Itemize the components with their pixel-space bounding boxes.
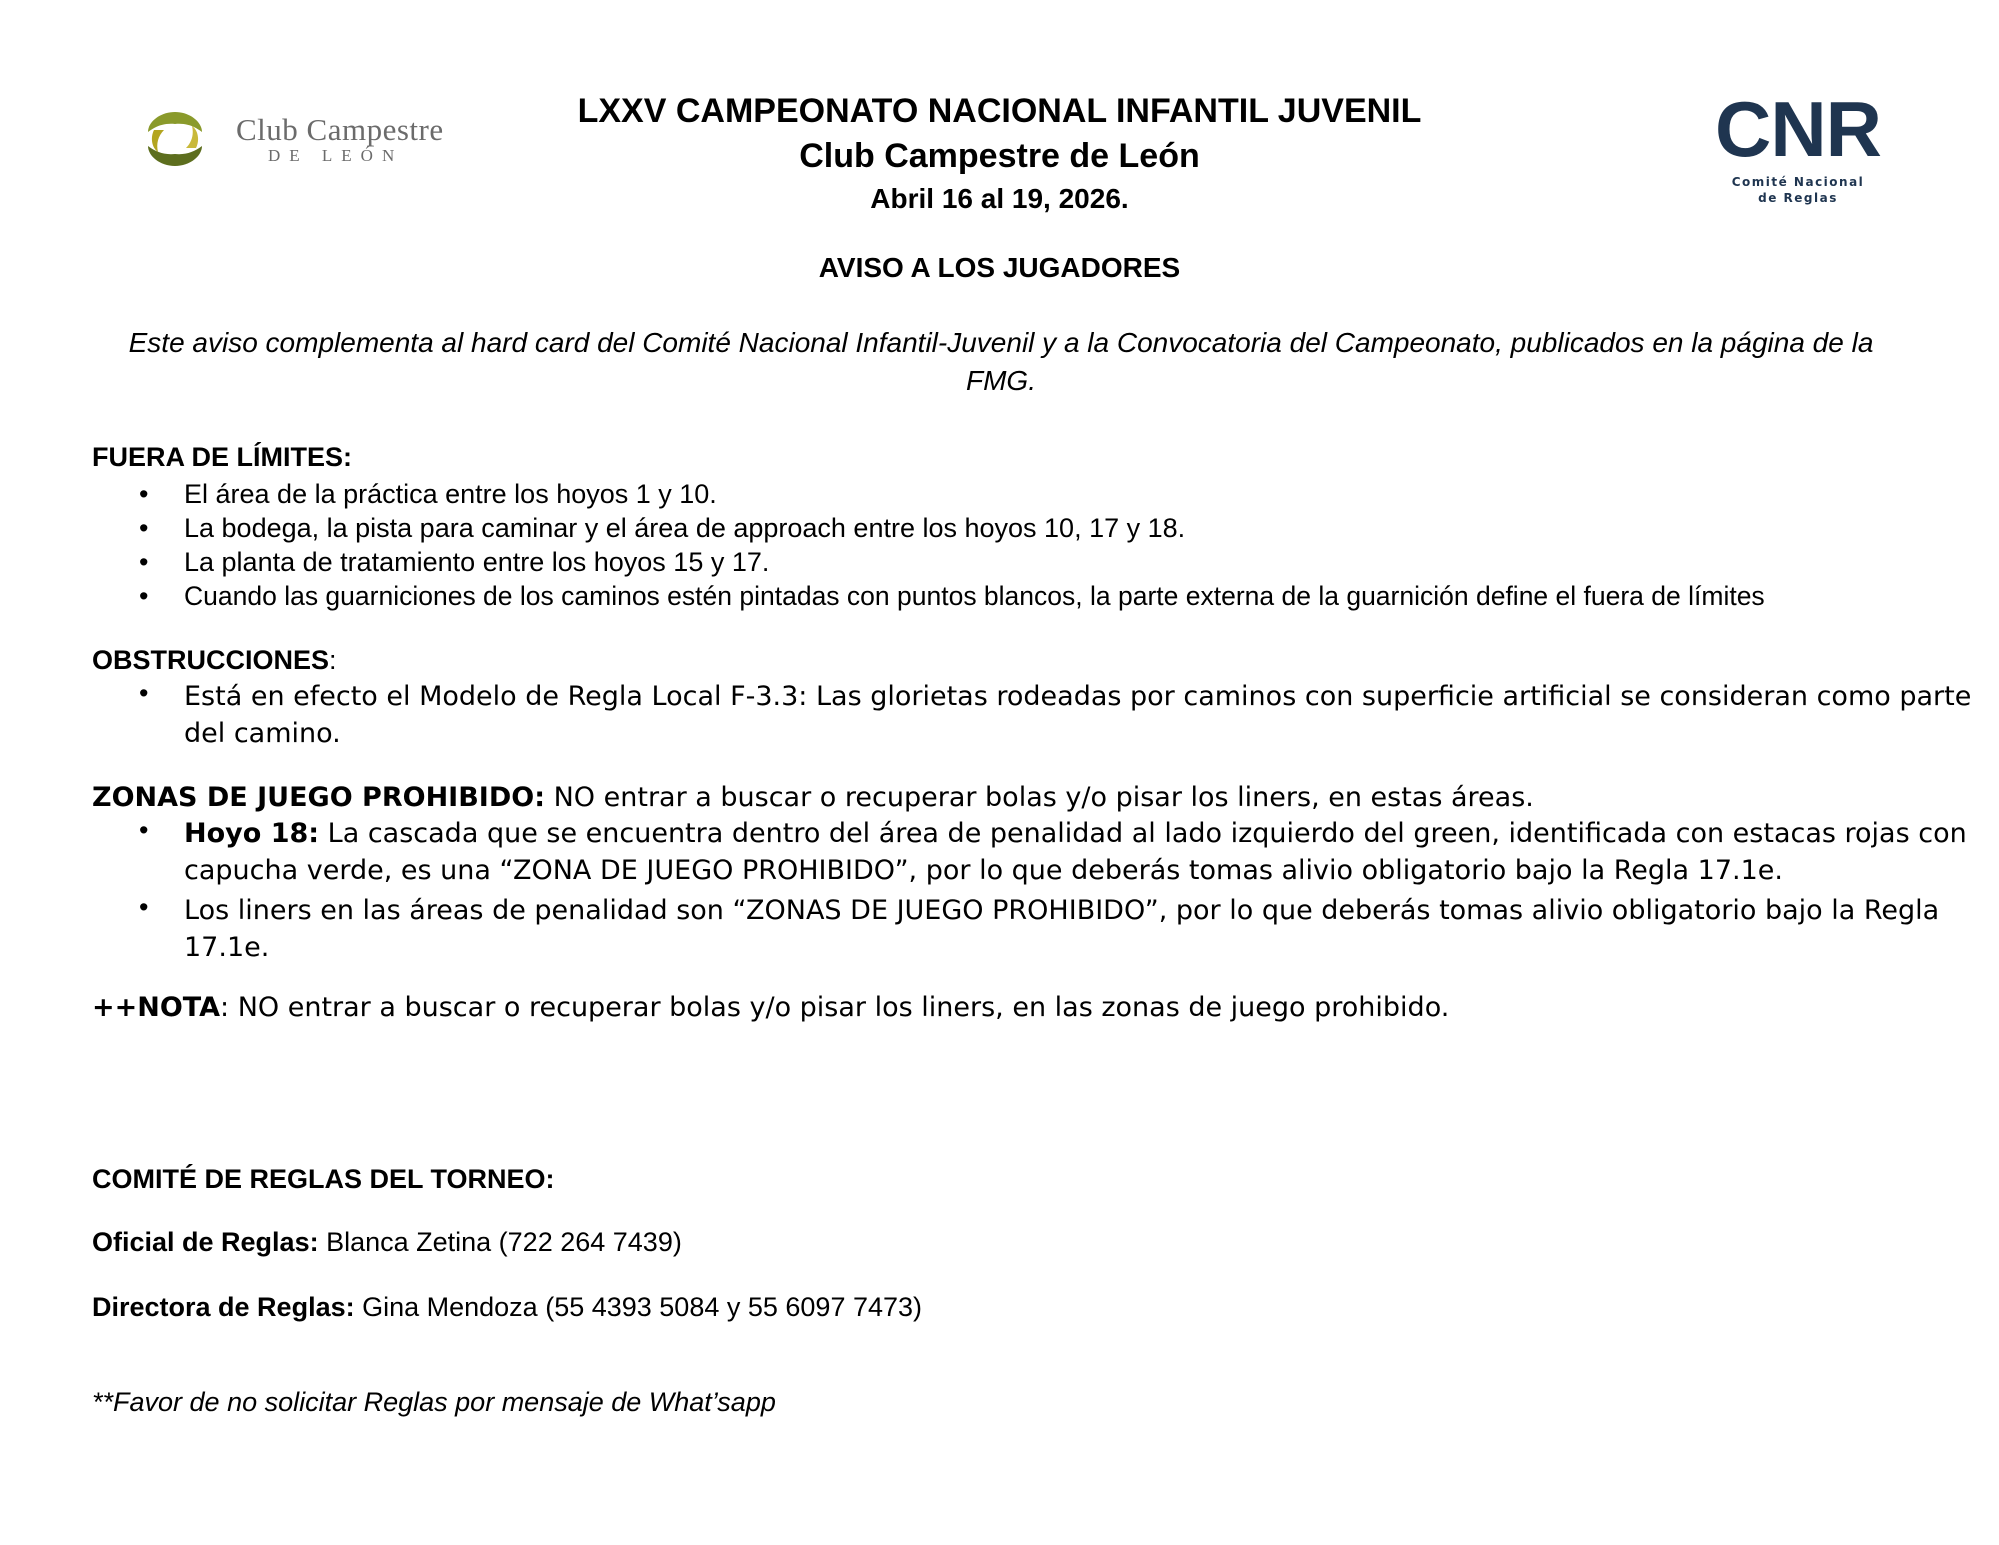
obstructions-item-line2: del camino. <box>184 718 341 749</box>
club-logo-name: Club Campestre <box>236 112 444 147</box>
rules-director-label: Directora de Reglas: <box>92 1292 355 1322</box>
bullet-icon: • <box>139 678 149 708</box>
rules-director-line <box>92 1292 922 1323</box>
no-play-item1-line1 <box>184 815 1967 852</box>
rules-official-line <box>92 1227 682 1258</box>
cnr-logo-sub-line2: de Reglas <box>1758 191 1838 205</box>
notice-heading: AVISO A LOS JUGADORES <box>818 252 1181 283</box>
no-play-zones-paragraph <box>92 779 1534 816</box>
no-play-item2-line2: 17.1e. <box>184 932 270 963</box>
rules-official-value: Blanca Zetina (722 264 7439) <box>318 1227 682 1257</box>
no-play-item1-line2: capucha verde, es una “ZONA DE JUEGO PROHIBIDO”, por lo que deberás tomas alivio obligatorio bajo la Regla 17.1e. <box>184 855 1783 886</box>
out-of-bounds-item-text: La bodega, la pista para caminar y el área de approach entre los hoyos 10, 17 y 18. <box>184 513 1186 543</box>
out-of-bounds-heading: FUERA DE LÍMITES: <box>92 442 352 472</box>
out-of-bounds-item-text: La planta de tratamiento entre los hoyos 15 y 17. <box>184 547 770 577</box>
note-text: : NO entrar a buscar o recuperar bolas y/o pisar los liners, en las zonas de juego prohibido. <box>220 992 1450 1023</box>
hole-18-label: Hoyo 18: <box>184 818 320 849</box>
intro-paragraph: Este aviso complementa al hard card del Comité Nacional Infantil-Juvenil y a la Convocatoria del Campeonato, publicados en la página de la FMG. <box>128 327 1874 396</box>
event-dates: Abril 16 al 19, 2026. <box>870 183 1129 214</box>
bullet-icon: • <box>139 892 149 922</box>
obstructions-heading-text: OBSTRUCCIONES <box>92 645 330 675</box>
obstructions-heading <box>92 645 337 676</box>
rules-director-value: Gina Mendoza (55 4393 5084 y 55 6097 7473) <box>354 1292 923 1322</box>
obstructions-item-line1: Está en efecto el Modelo de Regla Local F-3.3: Las glorietas rodeadas por caminos con superficie artificial se consideran como parte <box>184 681 1972 712</box>
no-play-zones-text: NO entrar a buscar o recuperar bolas y/o pisar los liners, en estas áreas. <box>545 782 1534 813</box>
committee-heading: COMITÉ DE REGLAS DEL TORNEO: <box>92 1164 555 1194</box>
bullet-icon: • <box>139 581 149 611</box>
note-paragraph <box>92 989 1449 1026</box>
out-of-bounds-item-text: El área de la práctica entre los hoyos 1 y 10. <box>184 479 717 509</box>
out-of-bounds-item-text: Cuando las guarniciones de los caminos estén pintadas con puntos blancos, la parte externa de la guarnición define el fuera de límites <box>184 581 1765 611</box>
championship-title: LXXV CAMPEONATO NACIONAL INFANTIL JUVENIL <box>577 92 1422 130</box>
no-play-zones-heading: ZONAS DE JUEGO PROHIBIDO: <box>92 782 546 813</box>
bullet-icon: • <box>139 815 149 845</box>
cnr-logo-name: CNR <box>1715 85 1881 173</box>
bullet-icon: • <box>139 547 149 577</box>
obstructions-heading-colon: : <box>329 645 337 675</box>
bullet-icon: • <box>139 479 149 509</box>
club-name: Club Campestre de León <box>799 137 1200 175</box>
note-label: ++NOTA <box>92 992 221 1023</box>
no-play-item1-text: La cascada que se encuentra dentro del área de penalidad al lado izquierdo del green, identificada con estacas rojas con <box>319 818 1967 849</box>
club-logo-sub: DE LEÓN <box>268 146 404 165</box>
cnr-logo-sub-line1: Comité Nacional <box>1731 175 1865 189</box>
whatsapp-note: **Favor de no solicitar Reglas por mensaje de What’sapp <box>92 1387 776 1417</box>
rules-official-label: Oficial de Reglas: <box>92 1227 319 1257</box>
no-play-item2-line1: Los liners en las áreas de penalidad son “ZONAS DE JUEGO PROHIBIDO”, por lo que deberás tomas alivio obligatorio bajo la Regla <box>184 895 1940 926</box>
bullet-icon: • <box>139 513 149 543</box>
